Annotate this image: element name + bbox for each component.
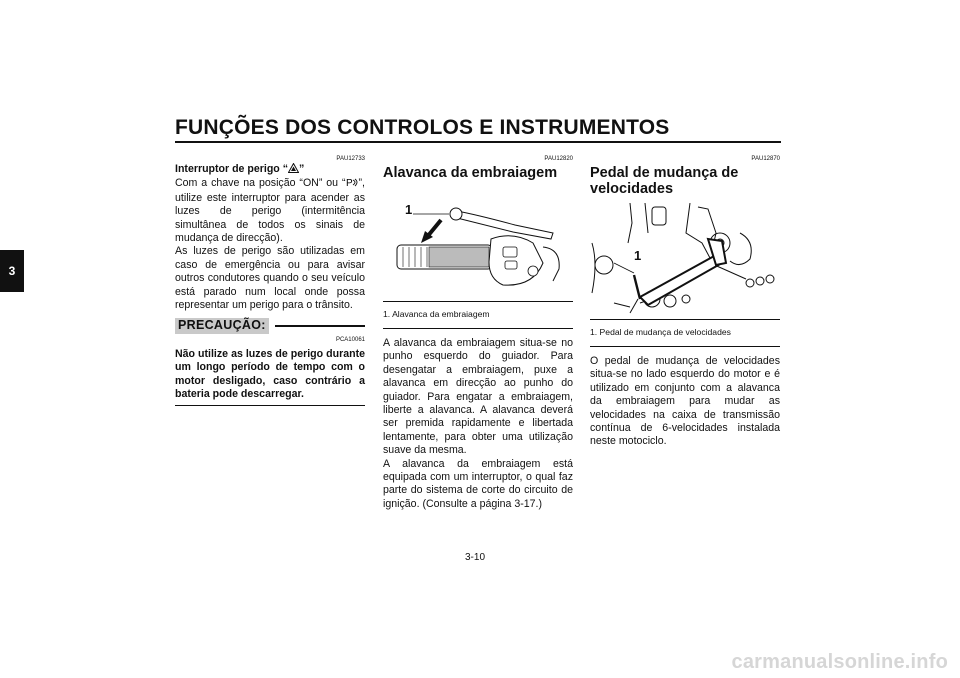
shift-pedal-paragraph: O pedal de mudança de velocidades situa-se no lado esquerdo do motor e é utilizado em conjunto com a alavanca da embraiagem para mudar as velocidades na caixa de transmissão contínua de 6-velocidades instalada neste motociclo. [590,355,780,448]
svg-text:P: P [345,178,353,188]
watermark: carmanualsonline.info [731,651,948,673]
caution-code: PCA10061 [335,336,365,343]
figure-caption: 1. Alavanca da embraiagem [383,309,490,319]
caution-text: Não utilize as luzes de perigo durante um longo período de tempo com o motor desligado, caso contrário a bateria pode descarregar. [175,347,365,401]
section-code: PAU12870 [751,156,780,162]
clutch-figure [383,187,573,297]
page-title: FUNÇÕES DOS CONTROLOS E INSTRUMENTOS [175,116,670,139]
caution-header [175,318,365,333]
header-divider [175,141,781,143]
caption-divider [383,328,573,329]
caption-divider [590,319,780,320]
section-code: PAU12820 [544,156,573,162]
chapter-tab: 3 [0,250,24,292]
figure-caption: 1. Pedal de mudança de velocidades [590,327,731,337]
clutch-title: Alavanca da embraiagem [383,165,558,181]
hazard-paragraph-2: As luzes de perigo são utilizadas em caso de emergência ou para avisar outros condutores quando o seu veículo está parado num local onde possa representar um perigo para o trânsito. [175,245,365,312]
hazard-triangle-icon [288,163,299,177]
column-clutch-lever [383,153,573,511]
clutch-paragraph-1: A alavanca da embraiagem situa-se no punho esquerdo do guiador. Para desengatar a embraiagem, puxe a alavanca em direcção ao punho do guiador. Para engatar a embraiagem, liberte a alavanca. A alavanca deverá ser premida rapidamente e libertada lentamente, para obter uma utilização suave da mesma. [383,337,573,457]
figure-callout-1: 1 [405,202,413,217]
shift-pedal-illustration [590,203,780,315]
hazard-heading: Interruptor de perigo “ ” [175,163,365,177]
caption-divider [383,301,573,302]
page-number: 3-10 [465,552,486,563]
section-code: PAU12733 [336,156,365,162]
column-hazard-switch [175,153,365,406]
figure-callout-1: 1 [634,248,642,263]
caption-divider [590,346,780,347]
shift-pedal-figure [590,203,780,315]
shift-pedal-title: Pedal de mudança de velocidades [590,165,739,197]
caution-rule [275,325,365,327]
column-shift-pedal [590,153,780,449]
hazard-paragraph-1: Com a chave na posição “ON” ou “ P ”, utilize este interruptor para acender as luzes de perigo (intermitência simultânea de todos os sinais de mudança de direcção). [175,177,365,245]
parking-key-icon [346,177,359,191]
caution-label: PRECAUÇÃO: [175,318,269,333]
caution-end-rule [175,405,365,407]
clutch-paragraph-2: A alavanca da embraiagem está equipada com um interruptor, o qual faz parte do sistema de corte do circuito de ignição. (Consulte a página 3-17.) [383,457,573,510]
